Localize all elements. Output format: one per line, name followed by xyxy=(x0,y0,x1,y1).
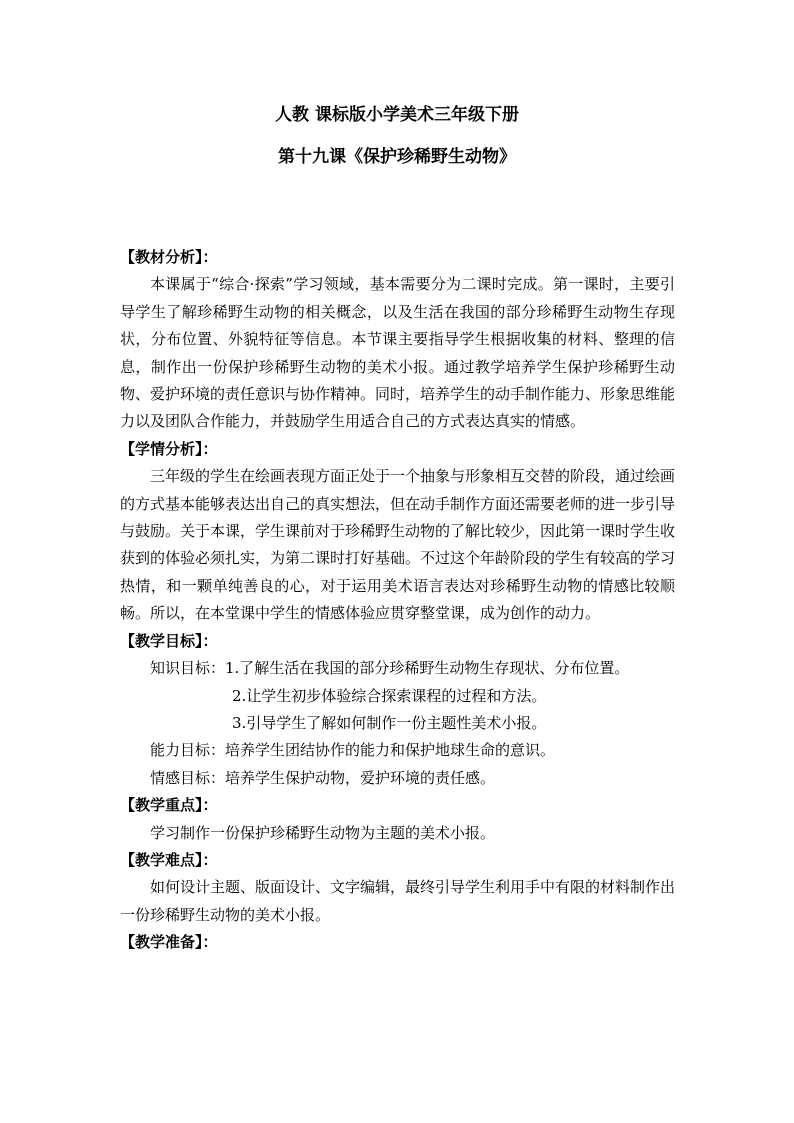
knowledge-goal-2: 2.让学生初步体验综合探索课程的过程和方法。 xyxy=(232,686,547,705)
lesson-title: 第十九课《保护珍稀野生动物》 xyxy=(278,147,516,167)
key-points-text: 学习制作一份保护珍稀野生动物为主题的美术小报。 xyxy=(150,823,496,842)
ability-goal: 能力目标：培养学生团结协作的能力和保护地球生命的意识。 xyxy=(150,741,556,760)
difficulties-text: 如何设计主题、版面设计、文字编辑，最终引导学生利用手中有限的材料制作出一份珍稀野生动物的美术小报。 xyxy=(120,878,676,924)
document-title: 人教 课标版小学美术三年级下册 xyxy=(275,105,519,125)
emotion-goal: 情感目标：培养学生保护动物，爱护环境的责任感。 xyxy=(150,768,496,787)
textbook-analysis-heading: 【教材分析】： xyxy=(120,248,218,266)
lesson-plan-body xyxy=(120,244,675,957)
difficulties-heading: 【教学难点】： xyxy=(120,850,218,869)
teaching-goals-heading: 【教学目标】： xyxy=(120,631,218,650)
knowledge-goal-3: 3.引导学生了解如何制作一份主题性美术小报。 xyxy=(232,713,547,732)
student-analysis-heading: 【学情分析】： xyxy=(120,439,218,458)
knowledge-goal-1: 知识目标：1.了解生活在我国的部分珍稀野生动物生存现状、分布位置。 xyxy=(150,659,630,678)
preparation-heading: 【教学准备】： xyxy=(120,933,218,952)
key-points-heading: 【教学重点】： xyxy=(120,796,218,815)
textbook-analysis-text: 本课属于“综合·探索”学习领域，基本需要分为二课时完成。第一课时，主要引导学生了解珍稀野生动物的相关概念，以及生活在我国的部分珍稀野生动物生存现状，分布位置、外貌特征等信息。本节课主要指导学生根据收集的材料、整理的信息，制作出一份保护珍稀野生动物的美术小报。通过教学培养学生保护珍稀野生动物、爱护环境的责任意识与协作精神。同时，培养学生的动手制作能力、形象思维能力以及团队合作能力，并鼓励学生用适合自己的方式表达真实的情感。 xyxy=(120,275,676,431)
student-analysis-text: 三年级的学生在绘画表现方面正处于一个抽象与形象相互交替的阶段，通过绘画的方式基本能够表达出自己的真实想法，但在动手制作方面还需要老师的进一步引导与鼓励。关于本课，学生课前对于珍稀野生动物的了解比较少，因此第一课时学生收获到的体验必须扎实，为第二课时打好基础。不过这个年龄阶段的学生有较高的学习热情，和一颗单纯善良的心，对于运用美术语言表达对珍稀野生动物的情感比较顺畅。所以，在本堂课中学生的情感体验应贯穿整堂课，成为创作的动力。 xyxy=(120,467,676,623)
